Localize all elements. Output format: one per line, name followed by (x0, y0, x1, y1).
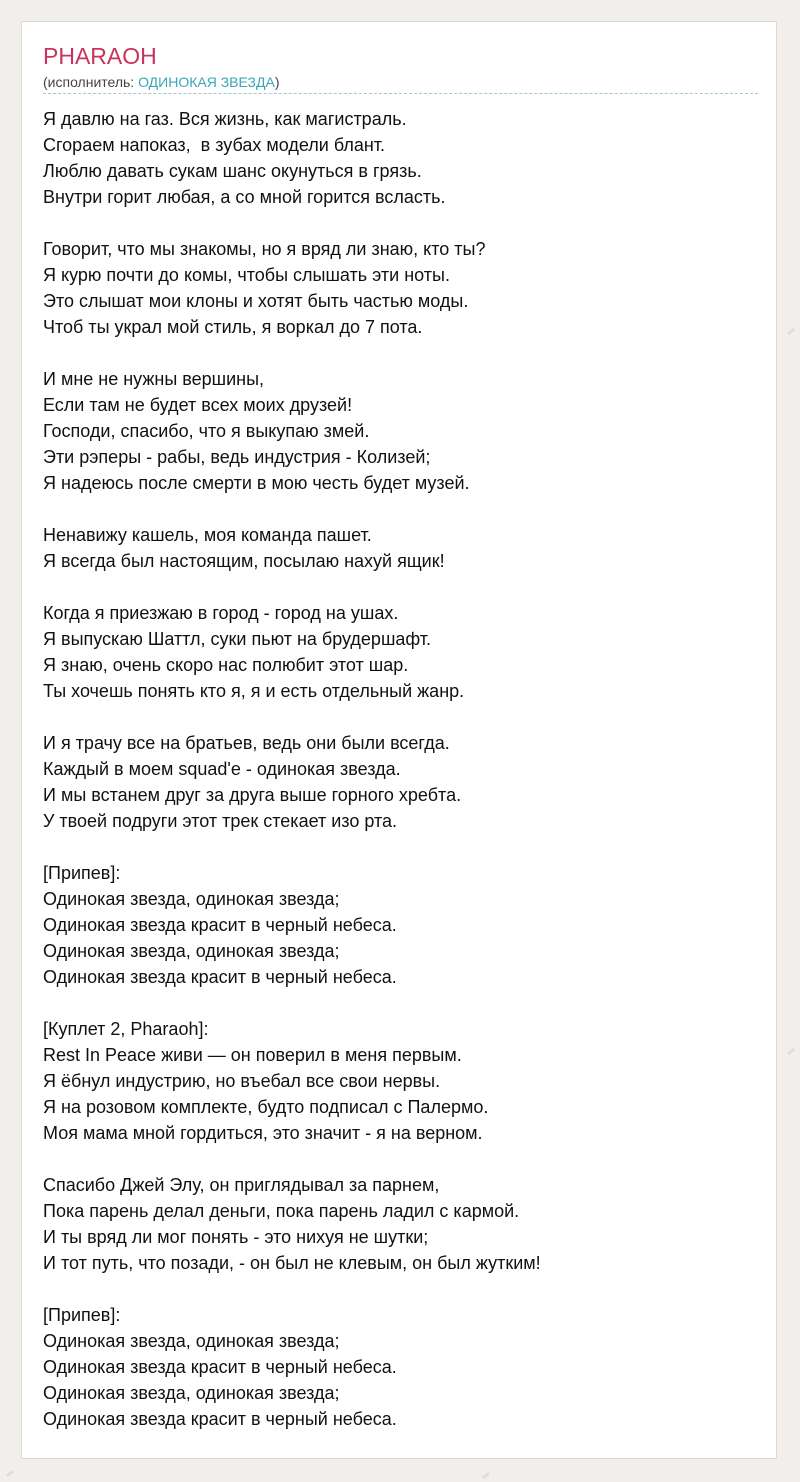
lyrics-stanza (43, 106, 758, 210)
lyrics-line: [Припев]: (43, 863, 121, 883)
lyrics-stanza (43, 730, 758, 834)
lyrics-line: У твоей подруги этот трек стекает изо рта. (43, 811, 398, 831)
lyrics-line: Сгораем напоказ, в зубах модели блант. (43, 135, 386, 155)
lyrics-stanza (43, 366, 758, 496)
lyrics-line: Одинокая звезда красит в черный небеса. (43, 967, 397, 987)
lyrics-line: Каждый в моем squad'e - одинокая звезда. (43, 759, 401, 779)
lyrics-stanza (43, 860, 758, 990)
lyrics-stanza (43, 1302, 758, 1432)
lyrics-line: Ты хочешь понять кто я, я и есть отдельный жанр. (43, 681, 465, 701)
lyrics-line: Господи, спасибо, что я выкупаю змей. (43, 421, 370, 441)
performer-suffix: ) (274, 74, 280, 90)
lyrics-line: Одинокая звезда красит в черный небеса. (43, 915, 397, 935)
lyrics-line: Если там не будет всех моих друзей! (43, 395, 353, 415)
lyrics-line: Одинокая звезда, одинокая звезда; (43, 889, 340, 909)
lyrics-card (21, 21, 777, 1459)
background-mark (787, 328, 795, 335)
lyrics-line: Одинокая звезда, одинокая звезда; (43, 1331, 340, 1351)
lyrics-line: И тот путь, что позади, - он был не клевым, он был жутким! (43, 1253, 541, 1273)
lyrics-line: Ненавижу кашель, моя команда пашет. (43, 525, 372, 545)
lyrics-line: И мы встанем друг за друга выше горного хребта. (43, 785, 462, 805)
lyrics-line: Rest In Peace живи — он поверил в меня первым. (43, 1045, 462, 1065)
performer-prefix: (исполнитель: (43, 74, 139, 90)
lyrics-line: Я на розовом комплекте, будто подписал с Палермо. (43, 1097, 489, 1117)
performer-link[interactable]: ОДИНОКАЯ ЗВЕЗДА (138, 74, 275, 90)
lyrics-line: Одинокая звезда, одинокая звезда; (43, 941, 340, 961)
lyrics-line: Это слышат мои клоны и хотят быть частью моды. (43, 291, 469, 311)
lyrics-line: Спасибо Джей Элу, он приглядывал за парнем, (43, 1175, 440, 1195)
performer-line (43, 73, 279, 91)
lyrics-line: Одинокая звезда красит в черный небеса. (43, 1409, 397, 1429)
lyrics-line: Я всегда был настоящим, посылаю нахуй ящик! (43, 551, 445, 571)
background-mark (6, 1470, 14, 1477)
lyrics-line: Когда я приезжаю в город - город на ушах. (43, 603, 399, 623)
background-mark (482, 1472, 490, 1479)
lyrics-line: Моя мама мной гордиться, это значит - я на верном. (43, 1123, 483, 1143)
lyrics-line: Я знаю, очень скоро нас полюбит этот шар. (43, 655, 409, 675)
background-mark (787, 1048, 795, 1055)
lyrics-line: Я надеюсь после смерти в мою честь будет музей. (43, 473, 470, 493)
lyrics-body (43, 106, 758, 1432)
lyrics-line: [Куплет 2, Pharaoh]: (43, 1019, 209, 1039)
lyrics-stanza (43, 1172, 758, 1276)
lyrics-line: Внутри горит любая, а со мной горится всласть. (43, 187, 446, 207)
lyrics-stanza (43, 236, 758, 340)
lyrics-line: И ты вряд ли мог понять - это нихуя не шутки; (43, 1227, 429, 1247)
lyrics-line: Говорит, что мы знакомы, но я вряд ли знаю, кто ты? (43, 239, 486, 259)
lyrics-line: Эти рэперы - рабы, ведь индустрия - Колизей; (43, 447, 431, 467)
lyrics-line: [Припев]: (43, 1305, 121, 1325)
lyrics-line: И я трачу все на братьев, ведь они были всегда. (43, 733, 450, 753)
lyrics-line: Одинокая звезда красит в черный небеса. (43, 1357, 397, 1377)
lyrics-stanza (43, 522, 758, 574)
lyrics-line: Люблю давать сукам шанс окунуться в грязь. (43, 161, 422, 181)
lyrics-stanza (43, 600, 758, 704)
lyrics-line: Одинокая звезда, одинокая звезда; (43, 1383, 340, 1403)
lyrics-line: Чтоб ты украл мой стиль, я воркал до 7 пота. (43, 317, 423, 337)
lyrics-line: Я ёбнул индустрию, но въебал все свои нервы. (43, 1071, 441, 1091)
lyrics-line: Я курю почти до комы, чтобы слышать эти ноты. (43, 265, 450, 285)
lyrics-line: Я давлю на газ. Вся жизнь, как магистраль. (43, 109, 407, 129)
lyrics-line: Я выпускаю Шаттл, суки пьют на брудершафт. (43, 629, 432, 649)
title-divider (43, 93, 758, 94)
lyrics-line: Пока парень делал деньги, пока парень ладил с кармой. (43, 1201, 520, 1221)
lyrics-line: И мне не нужны вершины, (43, 369, 265, 389)
lyrics-stanza (43, 1016, 758, 1146)
song-title: PHARAOH (43, 43, 157, 69)
